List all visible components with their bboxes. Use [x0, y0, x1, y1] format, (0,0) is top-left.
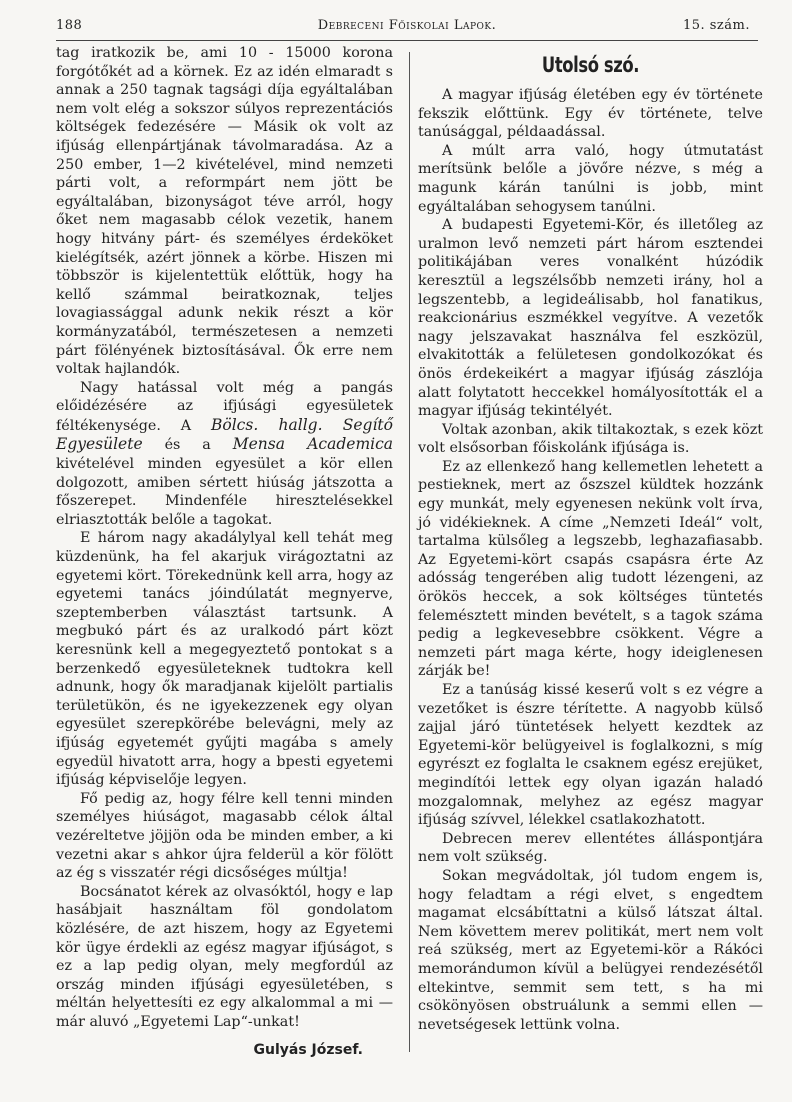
left-paragraph-3: E három nagy akadálylyal kell tehát meg küzdenünk, ha fel akarjuk virágoztatni az egyetemi kört. Törekednünk kell arra, hogy az egyetemi tanács jóindúlatát megnyerve, szeptemberben választást tartsunk. A megbukó párt és az uralkodó párt közt keresnünk kell a megegyeztető pontokat s a berzenkedő egyesületeknek tudtokra kell adnunk, hogy ők maradjanak kijelölt partialis területükön, és ne igyekezzenek egy olyan egyesület szerepkörébe belevágni, mely az ifjúság egyetemét gyűjti magába s amely egyedül hivatott arra, hogy a bpesti egyetemi ifjúság képviselője legyen.	[56, 530, 393, 789]
article-headline: Utolsó szó.	[541, 53, 640, 77]
right-paragraph-1: A magyar ifjúság életében egy év története fekszik előttünk. Egy év története, telve tanúsággal, példaadással.	[418, 87, 763, 141]
right-column	[418, 44, 763, 1034]
journal-title: Debreceni Főiskolai Lapok.	[317, 18, 497, 33]
page-header	[56, 14, 758, 41]
right-paragraph-3: A budapesti Egyetemi-Kör, és illetőleg az uralmon levő nemzeti párt három esztendei politikájában veres vonalként húzódik keresztül a legszélsőbb nemzeti irány, hol a legszentebb, a legideálisabb, hol fanatikus, reakcionárius eszmékkel vegyítve. A vezetők nagy jelszavakat használva fel eszközül, elvakitották a felületesen gondolkozókat és önös érdekeikért a magyar ifjúság zászlója alatt folytatott heccekkel homályosították el a magyar ifjúság tekintélyét.	[418, 217, 763, 420]
left-paragraph-2-rest: kivételével minden egyesület a kör ellen dolgozott, amiben sértett hiúság játszotta a főszerepet. Mindenféle hiresztelésekkel elriasztották belőle a tagokat.	[56, 456, 393, 528]
author-signature: Gulyás József.	[253, 1042, 363, 1059]
left-paragraph-2-text: Nagy hatással volt még a pangás előidézésére az ifjúsági egyesületek féltékenysége. A	[56, 379, 393, 434]
society-name-1: Bölcs. hallg. Segítő Egyesülete	[56, 415, 393, 454]
left-paragraph-5: Bocsánatot kérek az olvasóktól, hogy e lap hasábjait használtam föl gondolatom közlésére, de azt hiszem, hogy az Egyetemi kör ügye érdekli az egész magyar ifjúságot, s ez a lap pedig olyan, mely megfordúl az ország minden ifjúsági egyesületében, s méltán helyettesíti ez egy alkalommal a mi — már aluvó „Egyetemi Lap“-unkat!	[56, 883, 393, 1030]
right-paragraph-8: Sokan megvádoltak, jól tudom engem is, hogy feladtam a régi elvet, s engedtem magamat elcsábíttatni a külső látszat által. Nem követtem merev politikát, mert nem volt reá szükség, mert az Egyetemi-kör a Rákóci memorándumon kívül a belügyei rendezésétől eltekintve, semmit sem tett, s ha mi csökönyösen obstruálunk a semmi ellen — nevetségesek lettünk volna.	[418, 867, 763, 1033]
left-paragraph-4: Fő pedig az, hogy félre kell tenni minden személyes hiúságot, magasabb célok által vezéreltetve jöjjön oda be minden ember, a ki vezetni akar s ahkor újra felderül a kör fölött az ég s visszatér régi dicsőséges múltja!	[56, 790, 393, 882]
right-paragraph-5: Ez az ellenkező hang kellemetlen lehetett a pestieknek, mert az őszszel küldtek hozzánk egy munkát, mely egyenesen nekünk volt írva, jó vidékieknek. A címe „Nemzeti Ideál“ volt, tartalma külsőleg a legszebb, leghazafiasabb. Az Egyetemi-kört csapás csapásra érte Az adósság tengerében alig tudott lézengeni, az örökös heccek, a sok költséges tüntetés felemésztett minden bevételt, s a tagok száma pedig a legkevesebbre csökkent. Végre a nemzeti párt maga kérte, hogy ideiglenesen zárják be!	[418, 458, 763, 680]
right-paragraph-7: Debrecen merev ellentétes álláspontjára nem volt szükség.	[418, 830, 763, 866]
right-paragraph-2: A múlt arra való, hogy útmutatást merítsünk belőle a jövőre nézve, s még a magunk kárán tanúlni is jobb, mint egyáltalában sehogysem tanúlni.	[418, 142, 763, 215]
left-column	[56, 44, 393, 1060]
left-paragraph-2	[56, 379, 393, 530]
right-paragraph-4: Voltak azonban, akik tiltakoztak, s ezek közt volt elsősorban főiskolánk ifjúsága is.	[418, 421, 763, 457]
left-paragraph-1: tag iratkozik be, ami 10 - 15000 korona forgótőkét ad a körnek. Ez az idén elmaradt s annak a 250 tagnak tagsági díja egyáltalában nem volt elég a sokszor súlyos reprezentációs költségek fedezésére — Másik ok volt az ifjúság ellenpártjának távolmaradása. Az a 250 ember, 1—2 kivételével, mind nemzeti párti volt, a reformpárt nem jött be egyáltalában, bizonyságot téve arról, hogy őket nem magasabb célok vezetik, hanem hogy hitvány párt- és személyes érdeköket kielégítsék, azért jönnek a körbe. Hiszen mi többször is kijelentettük előttük, hogy ha kellő számmal beiratkoznak, teljes lovagiassággal adunk nekik részt a kör kormányzatából, természetesen a nemzeti párt fölényének biztosításával. Ők erre nem voltak hajlandók.	[56, 45, 393, 378]
right-paragraph-6: Ez a tanúság kissé keserű volt s ez végre a vezetőket is észre térítette. A nagyobb külső zajjal járó tüntetések helyett kezdtek az Egyetemi-kör belügyeivel is foglalkozni, s míg egyrészt ez foglalta le csaknem egész erejüket, megindítói lettek egy olyan igazán haladó mozgalomnak, melyhez az egész magyar ifjúság szívvel, lélekkel csatlakozhatott.	[418, 682, 763, 829]
column-divider	[409, 52, 410, 1052]
page-number: 188	[56, 18, 83, 33]
issue-number: 15. szám.	[682, 18, 750, 33]
conjunction: és a	[164, 437, 211, 454]
society-name-2: Mensa Academica	[232, 435, 394, 454]
